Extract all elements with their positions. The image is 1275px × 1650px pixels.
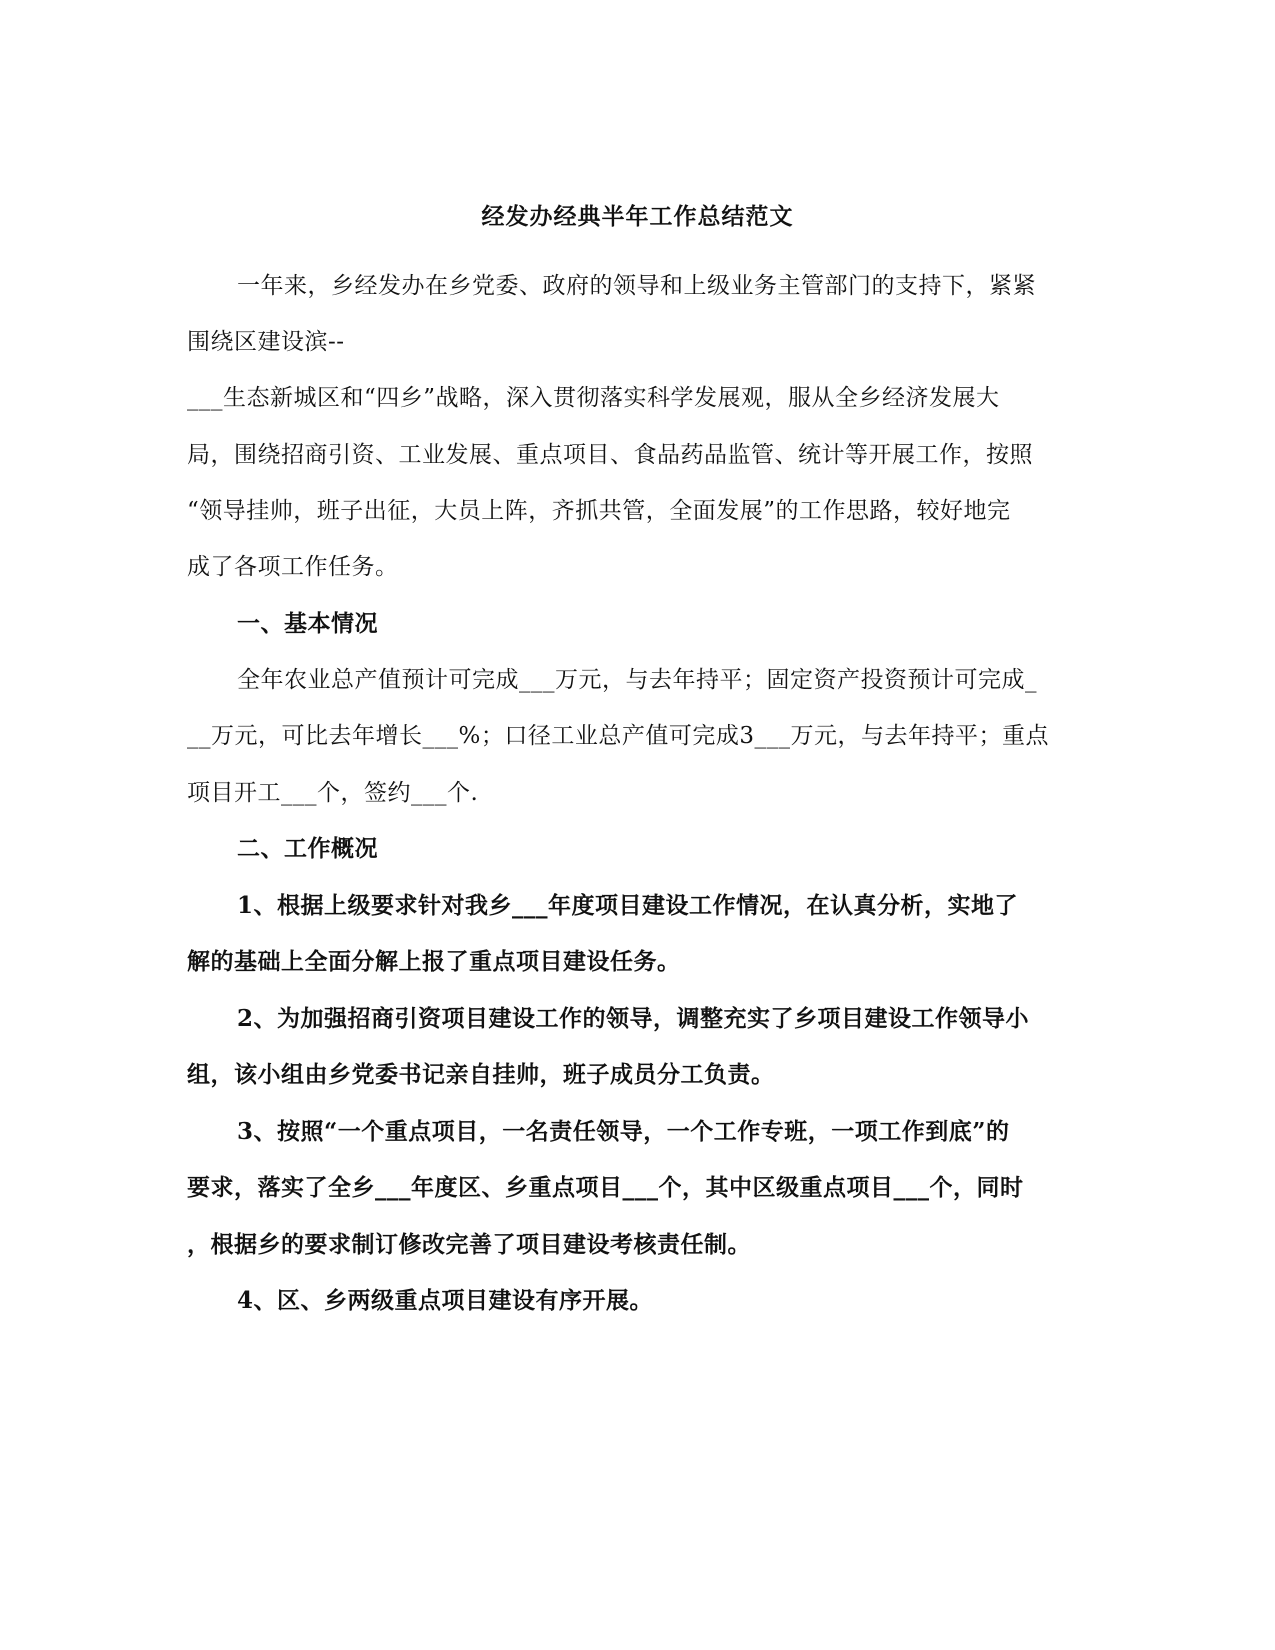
intro-line: ___生态新城区和“四乡”战略，深入贯彻落实科学发展观，服从全乡经济发展大 bbox=[187, 385, 1000, 411]
work-item-line: 解的基础上全面分解上报了重点项目建设任务。 bbox=[187, 948, 681, 975]
work-item-line: 组，该小组由乡党委书记亲自挂帅，班子成员分工负责。 bbox=[187, 1061, 775, 1088]
work-item-line: 4、区、乡两级重点项目建设有序开展。 bbox=[237, 1287, 654, 1314]
section-heading-work: 二、工作概况 bbox=[237, 835, 378, 862]
work-item-line: ，根据乡的要求制订修改完善了项目建设考核责任制。 bbox=[187, 1231, 751, 1258]
section1-line: 全年农业总产值预计可完成___万元，与去年持平；固定资产投资预计可完成_ bbox=[237, 667, 1037, 693]
section1-line: __万元，可比去年增长___%；口径工业总产值可完成3___万元，与去年持平；重点 bbox=[187, 723, 1049, 749]
document-title: 经发办经典半年工作总结范文 bbox=[481, 203, 794, 230]
section-heading-basic: 一、基本情况 bbox=[237, 610, 378, 637]
work-item-line: 3、按照“一个重点项目，一名责任领导，一个工作专班，一项工作到底”的 bbox=[237, 1118, 1010, 1145]
section1-line: 项目开工___个，签约___个. bbox=[187, 780, 479, 806]
intro-line: “领导挂帅，班子出征，大员上阵，齐抓共管，全面发展”的工作思路，较好地完 bbox=[187, 498, 1011, 524]
work-item-line: 要求，落实了全乡___年度区、乡重点项目___个，其中区级重点项目___个，同时 bbox=[187, 1174, 1024, 1201]
intro-line: 一年来，乡经发办在乡党委、政府的领导和上级业务主管部门的支持下，紧紧 bbox=[237, 273, 1036, 299]
intro-line: 围绕区建设滨-- bbox=[187, 329, 345, 355]
work-item-line: 2、为加强招商引资项目建设工作的领导，调整充实了乡项目建设工作领导小 bbox=[237, 1005, 1030, 1032]
work-item-line: 1、根据上级要求针对我乡___年度项目建设工作情况，在认真分析，实地了 bbox=[237, 892, 1019, 919]
intro-line: 局，围绕招商引资、工业发展、重点项目、食品药品监管、统计等开展工作，按照 bbox=[187, 442, 1033, 468]
intro-line: 成了各项工作任务。 bbox=[187, 554, 399, 580]
